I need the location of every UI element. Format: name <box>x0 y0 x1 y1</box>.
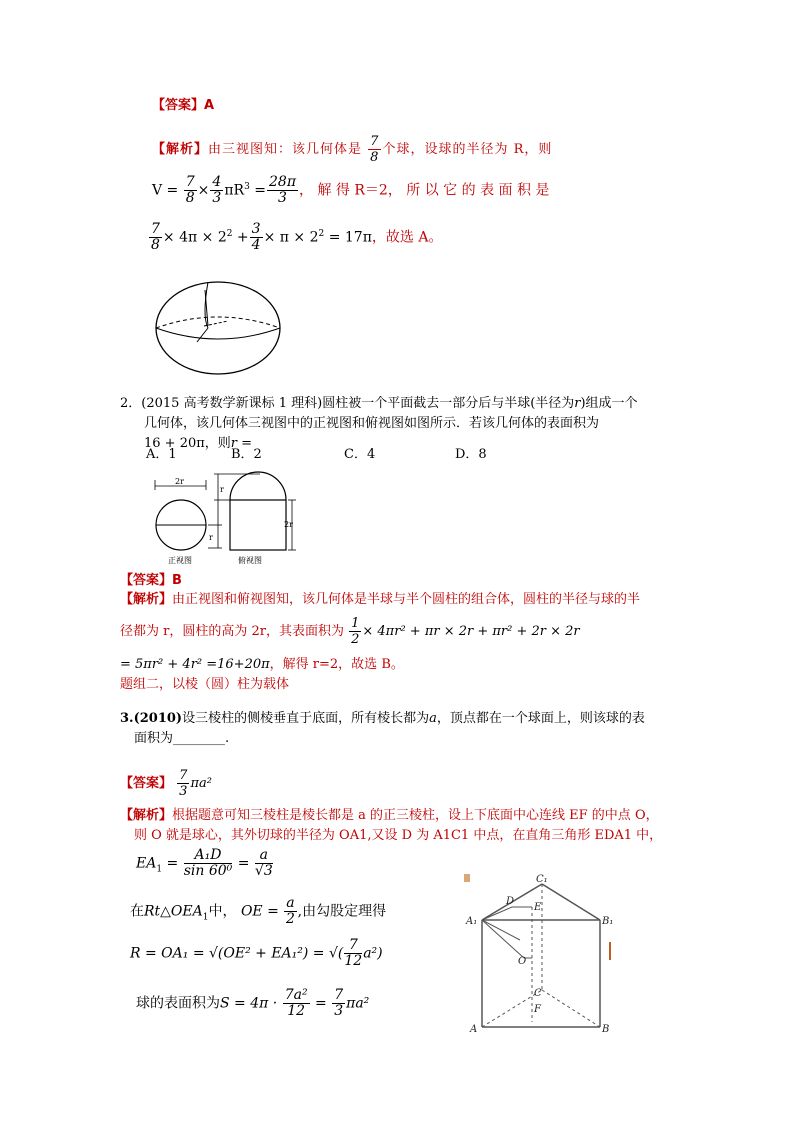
answer-label: 【答案】 <box>120 776 173 791</box>
margin-mark <box>609 942 611 960</box>
radius-line <box>197 328 208 342</box>
analysis-3: 【解析】根据题意可知三棱柱是棱长都是 a 的正三棱柱，设上下底面中心连线 EF 的中点 O， 则 O 就是球心，其外切球的半径为 OA1,又设 D 为 A1C1 中点，在直角三角形 EDA1 中， <box>120 808 663 843</box>
label-E: E <box>534 902 542 913</box>
fraction-28pi-3: $\frac{28\pi}{3}$ <box>269 174 297 206</box>
answer-label: 【答案】 <box>152 98 205 113</box>
top-rect <box>230 500 286 550</box>
conclusion: ，故选 A。 <box>371 229 443 246</box>
label-top-view: 俯视图 <box>238 556 262 565</box>
label-C1: C₁ <box>536 874 548 885</box>
analysis-label: 【解析】 <box>120 592 173 607</box>
problem-number: 3.(2010) <box>120 711 183 726</box>
option-a: A．1 <box>146 447 177 462</box>
equation-3: R = OA₁ = √(OE² + EA₁²) = √( $\frac{7}{12}$ a²) <box>130 937 383 969</box>
equation-1: $EA_1$ = $\frac{\text{A₁D}}{\text{sin 60⁰}}$ = $\frac{a}{√3}$ <box>136 847 273 879</box>
option-c: C．4 <box>344 447 376 462</box>
problem-2-stem: 2．(2015 高考数学新课标 1 理科)圆柱被一个平面截去一部分后与半球(半径为r)组成一个 几何体，该几何体三视图中的正视图和俯视图如图所示．若该几何体的表面积为 16 + 20π，则r = <box>120 396 638 451</box>
label-B: B <box>602 1024 610 1035</box>
fraction-4-3: $\frac{4}{3}$ <box>212 174 222 206</box>
answer-1 <box>152 96 214 116</box>
analysis-1-line1 <box>152 134 682 165</box>
pi-r: πR <box>224 182 245 199</box>
label-B1: B₁ <box>602 916 614 927</box>
fraction-7-8: $\frac{7}{8}$ <box>370 134 380 165</box>
answer-fraction: $\frac{7}{3}$ <box>179 768 188 799</box>
sphere-outline <box>156 282 280 374</box>
analysis-2-line2: 径都为 r，圆柱的高为 2r，其表面积为 $\frac{1}{2}$ × 4πr² + πr × 2r + πr² + 2r × 2r <box>120 616 580 647</box>
label-C: C <box>534 988 542 999</box>
problem-3-stem: 3.(2010)设三棱柱的侧棱垂直于底面，所有棱长都为a，顶点都在一个球面上，则该球的表 面积为________. <box>120 711 645 746</box>
analysis-label: 【解析】 <box>120 808 173 823</box>
label-2r-front: 2r <box>175 477 184 486</box>
prism-figure <box>462 872 622 1038</box>
answer-label: 【答案】 <box>120 573 173 588</box>
problem-source: (2015 高考数学新课标 1 理科) <box>141 396 323 411</box>
option-b: B．2 <box>231 447 262 462</box>
label-D: D <box>506 896 515 907</box>
label-front-view: 正视图 <box>168 556 192 565</box>
answer-2 <box>120 571 182 591</box>
analysis-2-line3: = 5πr² + 4r² =16+20π，解得 r=2，故选 B。 <box>120 657 404 672</box>
solve-text: ， 解 得 R＝2， 所 以 它 的 表 面 积 是 <box>299 182 550 199</box>
label-F: F <box>534 1004 541 1015</box>
label-A1: A₁ <box>466 916 478 927</box>
label-A: A <box>470 1024 478 1035</box>
label-r-side: r <box>209 533 213 542</box>
fraction-1-2: $\frac{1}{2}$ <box>351 616 360 647</box>
analysis-1-line2: V = $\frac{7}{8}$ × $\frac{4}{3}$ $\pi R^3$ = $\frac{28\pi}{3}$ ， 解 得 R＝2， 所 以 它 的 表 面 积 是 <box>152 174 550 206</box>
fraction-7-8b: $\frac{7}{8}$ <box>185 174 195 206</box>
analysis-2-line1: 【解析】由正视图和俯视图知，该几何体是半球与半个圆柱的组合体，圆柱的半径与球的半 <box>120 592 641 607</box>
problem-number: 2． <box>120 396 142 411</box>
option-d: D．8 <box>455 447 487 462</box>
answer-value: B <box>172 573 182 588</box>
result: = 17π <box>324 229 372 246</box>
exp-3: 3 <box>244 181 250 192</box>
v-eq: V = <box>152 182 179 199</box>
top-arc <box>230 472 286 500</box>
term-1: × 4π × 2 <box>162 229 227 246</box>
analysis-1-line3: $\frac{7}{8}$ × $4\pi \times 2^2$ + $\frac{3}{4}$ × $\pi \times 2^2 = 17\pi$，故选 A。 <box>151 221 443 253</box>
answer-value: A <box>204 98 215 113</box>
analysis-label: 【解析】 <box>152 142 209 157</box>
equation-4: 球的表面积为S = 4π · $\frac{\text{7a²}}{12}$ = $\frac{7}{3}$ πa² <box>136 987 370 1019</box>
corner-mark <box>464 874 470 882</box>
three-view-figure <box>150 470 300 570</box>
equation-2: 在$Rt\triangle OEA_1$中， OE = $\frac{a}{2}$ ,由勾股定理得 <box>130 895 387 927</box>
fraction-3-4: $\frac{3}{4}$ <box>251 221 261 253</box>
label-r-top: r <box>220 485 224 494</box>
term-2: × π × 2 <box>263 229 319 246</box>
analysis-text: 由三视图知：该几何体是 <box>208 142 363 157</box>
equator-front <box>156 328 280 339</box>
group-heading: 题组二，以棱（圆）柱为载体 <box>120 677 290 692</box>
equator-back <box>156 317 280 328</box>
label-O: O <box>518 956 527 967</box>
fraction-7-8c: $\frac{7}{8}$ <box>151 221 160 253</box>
sphere-figure <box>148 276 288 376</box>
analysis-text-2: 个球，设球的半径为 R，则 <box>382 142 553 157</box>
label-2r-top: 2r <box>284 520 293 529</box>
answer-3: 【答案】 $\frac{7}{3}$ πa² <box>120 768 212 799</box>
